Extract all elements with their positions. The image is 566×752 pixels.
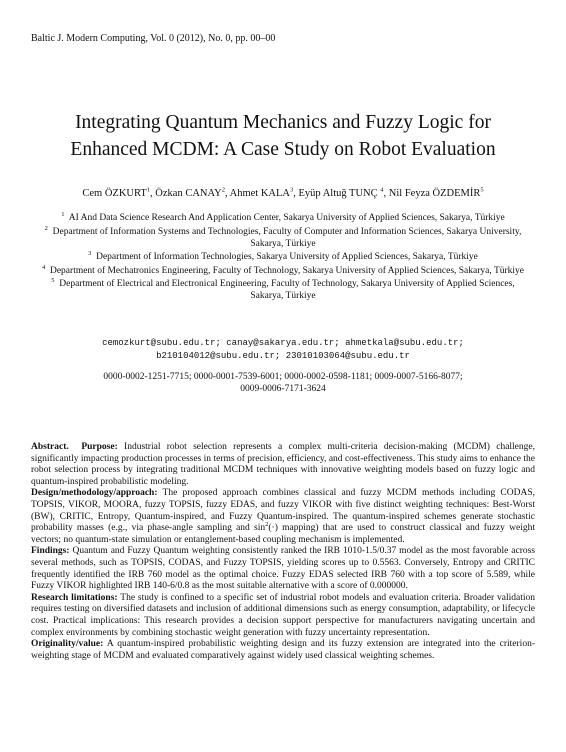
title-line-2: Enhanced MCDM: A Case Study on Robot Evaluation (70, 139, 496, 160)
affiliations (36, 212, 530, 304)
purpose-label: Purpose: (81, 442, 118, 452)
affiliation-2: $^2$ Department of Information Systems and Technologies, Faculty of Computer and Information Sciences, Sakarya University, Sakarya, Türkiye (44, 224, 522, 249)
author-orcids (70, 371, 496, 395)
author-4: Eyüp Altuğ TUNÇ $^4$ (298, 186, 384, 199)
paper-title (0, 109, 566, 163)
affiliation-4: $^4$ Department of Mechatronics Engineering, Faculty of Technology, Sakarya University of Applied Sciences, Sakarya, Türkiye (41, 263, 525, 276)
author-emails (60, 337, 506, 363)
abstract-purpose: Abstract. Purpose: Industrial robot selection represents a complex multi-criteria decision-making (MCDM) challenge, significantly impacting production processes in terms of precision, efficiency, and cost-effectiveness. This study aims to enhance the robot selection process by integrating traditional MCDM techniques with innovative weighting models based on fuzzy logic and quantum-inspired probabilistic modeling. (31, 442, 535, 487)
abstract-label: Abstract. (31, 442, 69, 452)
emails-line-2: b210104012@subu.edu.tr; 23010103064@subu.edu.tr (156, 351, 410, 361)
findings-label: Findings: (31, 546, 70, 557)
author-list: Cem ÖZKURT$^1$, Özkan CANAY$^2$, Ahmet KALA$^3$, Eyüp Altuğ TUNÇ $^4$, Nil Feyza ÖZDEMİR$^5$ (82, 186, 484, 199)
orcids-line-1: 0000-0002-1251-7715; 0000-0001-7539-6001; 0000-0002-0598-1181; 0009-0007-5166-8077; (103, 372, 463, 382)
emails-line-1: cemozkurt@subu.edu.tr; canay@sakarya.edu.tr; ahmetkala@subu.edu.tr; (102, 338, 464, 348)
abstract (31, 442, 535, 662)
design-label: Design/methodology/approach: (31, 488, 158, 499)
affiliation-5: $^5$ Department of Electrical and Electronical Engineering, Faculty of Technology, Sakarya University of Applied Sciences, Sakarya, Türkiye (51, 277, 515, 302)
author-1: Cem ÖZKURT$^1$ (82, 186, 151, 199)
affiliation-3: $^3$ Department of Information Technologies, Sakarya University of Applied Sciences, Sakarya, Türkiye (88, 250, 478, 263)
abstract-findings: Findings: Quantum and Fuzzy Quantum weighting consistently ranked the IRB 1010-1.5/0.37 model as the most favorable across several methods, such as TOPSIS, CODAS, and Fuzzy TOPSIS, yielding scores up to 0.5563. Conversely, Entropy and CRITIC frequently identified the IRB 760 model as the optimal choice. Fuzzy EDAS selected IRB 760 with a top score of 5.589, while Fuzzy VIKOR highlighted IRB 140-6/0.8 as the most suitable alternative with a score of 0.000000. (31, 546, 535, 592)
abstract-limitations: Research limitations: The study is confined to a specific set of industrial robot models and evaluation criteria. Broader validation requires testing on diversified datasets and inclusion of additional dimensions such as energy consumption, adaptability, or lifecycle cost. Practical implications: This research provides a decision support perspective for manufacturers navigating uncertain and complex environments by combining stochastic weight generation with fuzzy uncertainty representation. (31, 592, 535, 638)
author-3: Ahmet KALA$^3$ (229, 186, 294, 199)
abstract-originality: Originality/value: A quantum-inspired probabilistic weighting design and its fuzzy extension are integrated into the criterion-weighting stage of MCDM and evaluated comparatively against widely used classical weighting schemes. (31, 639, 535, 661)
limitations-label: Research limitations: (31, 592, 118, 603)
abstract-design: Design/methodology/approach: The proposed approach combines classical and fuzzy MCDM methods including CODAS, TOPSIS, VIKOR, MOORA, fuzzy TOPSIS, fuzzy EDAS, and fuzzy VIKOR with five distinct weighting techniques: Best-Worst (BW), CRITIC, Entropy, Quantum-inspired, and Fuzzy Quantum-inspired. The quantum-inspired schemes generate stochastic probability masses (e.g., via phase-angle sampling and $\sin^2(\cdot)$ mapping) that are used to construct classical and fuzzy weight vectors; no quantum-state simulation or entanglement-based coupling mechanism is implemented. (31, 488, 535, 545)
journal-header: Baltic J. Modern Computing, Vol. 0 (2012), No. 0, pp. 00–00 (31, 33, 276, 44)
orcids-line-2: 0009-0006-7171-3624 (240, 384, 326, 394)
originality-label: Originality/value: (31, 639, 104, 650)
author-5: Nil Feyza ÖZDEMİR$^5$ (388, 186, 484, 199)
affiliation-1: $^1$ AI And Data Science Research And Application Center, Sakarya University of Applied Sciences, Sakarya, Türkiye (61, 210, 505, 223)
author-2: Özkan CANAY$^2$ (155, 186, 225, 199)
title-line-1: Integrating Quantum Mechanics and Fuzzy Logic for (75, 112, 491, 133)
